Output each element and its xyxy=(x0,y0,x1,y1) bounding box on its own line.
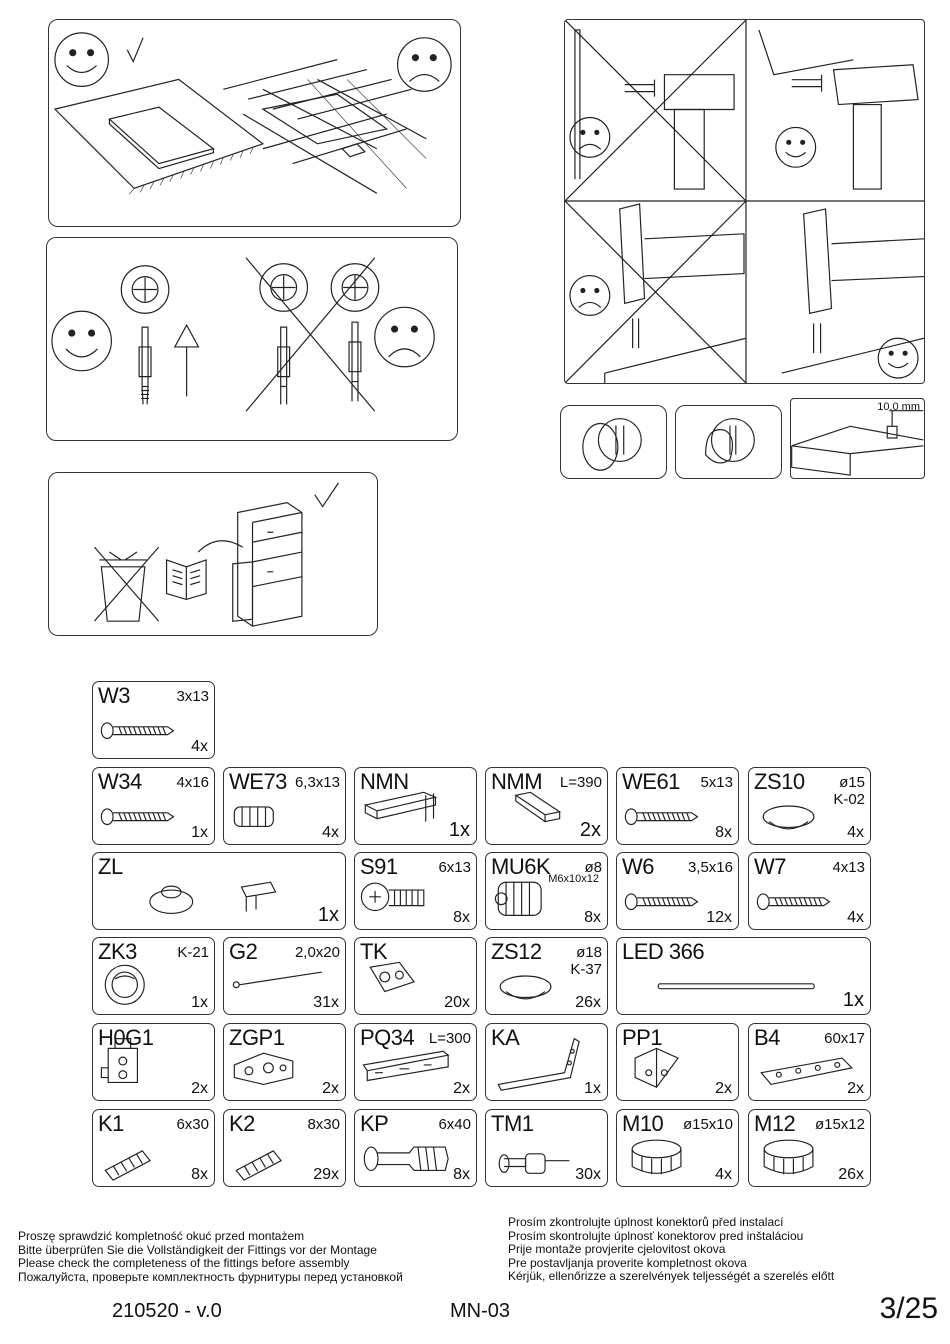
note-line: Prije montaže provjerite cjelovitost okova xyxy=(508,1242,726,1257)
fitting-k2 xyxy=(223,1109,346,1187)
fitting-b4 xyxy=(748,1023,871,1101)
zl-icon xyxy=(93,853,345,929)
fitting-zs10 xyxy=(748,767,871,845)
fitting-quantity: 2x xyxy=(847,1080,864,1097)
notes-right xyxy=(508,1216,834,1284)
note-line: Bitte überprüfen Sie die Vollständigkeit der Fittings vor der Montage xyxy=(18,1242,377,1257)
fitting-spec: 5x13 xyxy=(700,774,733,791)
fitting-code: G2 xyxy=(229,939,258,964)
cam-orientation-illustration xyxy=(47,238,457,440)
fitting-quantity: 30x xyxy=(575,1166,601,1183)
fitting-spec: 2,0x20 xyxy=(294,944,340,961)
panel-cam-orientation xyxy=(46,237,458,441)
fitting-quantity: 2x xyxy=(579,819,601,841)
footer-model: MN-03 xyxy=(450,1300,511,1322)
fitting-zk3 xyxy=(92,937,215,1015)
fitting-code: WE61 xyxy=(622,769,680,794)
fitting-code: KA xyxy=(491,1025,520,1050)
sad-face-icon xyxy=(570,117,610,157)
fitting-we61 xyxy=(616,767,739,845)
checkmark-icon xyxy=(127,38,143,62)
fitting-k1 xyxy=(92,1109,215,1187)
fitting-quantity: 8x xyxy=(191,1166,208,1183)
fitting-code: M12 xyxy=(754,1111,796,1136)
note-line: Please check the completeness of the fittings before assembly xyxy=(18,1256,350,1271)
fitting-spec: 6x40 xyxy=(438,1116,471,1133)
fitting-code: W3 xyxy=(98,683,130,708)
fitting-code: W7 xyxy=(754,854,786,879)
footer-version: 210520 - v.0 xyxy=(112,1300,222,1322)
fitting-s91 xyxy=(354,852,477,930)
fitting-quantity: 2x xyxy=(453,1080,470,1097)
fitting-quantity: 29x xyxy=(313,1166,339,1183)
fitting-code: KP xyxy=(360,1111,389,1136)
fitting-spec: 8x30 xyxy=(307,1116,340,1133)
checkmark-icon xyxy=(315,483,339,507)
fitting-code: W34 xyxy=(98,769,142,794)
manual-icon xyxy=(167,560,207,600)
fitting-code: WE73 xyxy=(229,769,287,794)
fitting-spec: 6x30 xyxy=(176,1116,209,1133)
fitting-quantity: 8x xyxy=(453,1166,470,1183)
fitting-code: S91 xyxy=(360,854,398,879)
note-line: Prosím skontrolujte úplnosť konektorov pred inštaláciou xyxy=(508,1228,804,1243)
fitting-quantity: 8x xyxy=(715,824,732,841)
fitting-code: NMM xyxy=(491,769,543,794)
fitting-spec: 60x17 xyxy=(824,1030,865,1047)
fitting-code: ZGP1 xyxy=(229,1025,285,1050)
fitting-code: K1 xyxy=(98,1111,124,1136)
fitting-zgp1 xyxy=(223,1023,346,1101)
fitting-quantity: 1x xyxy=(448,819,470,841)
panel-work-surface xyxy=(48,19,461,227)
fitting-quantity: 1x xyxy=(191,824,208,841)
fitting-mu6k xyxy=(485,852,608,930)
fitting-w6 xyxy=(616,852,739,930)
fitting-zl xyxy=(92,852,346,930)
fitting-led366 xyxy=(616,937,871,1015)
sad-face-icon xyxy=(375,307,434,366)
panel-cap-1 xyxy=(560,405,667,479)
fitting-w34 xyxy=(92,767,215,845)
fitting-quantity: 4x xyxy=(715,1166,732,1183)
fitting-quantity: 2x xyxy=(715,1080,732,1097)
fitting-code: ZL xyxy=(98,854,123,879)
fitting-spec: L=390 xyxy=(559,774,602,791)
fitting-quantity: 12x xyxy=(706,909,732,926)
fitting-pp1 xyxy=(616,1023,739,1101)
fitting-code: PP1 xyxy=(622,1025,663,1050)
fitting-spec: 3x13 xyxy=(176,688,209,705)
fitting-spec: 6,3x13 xyxy=(294,774,340,791)
note-line: Kérjük, ellenőrizze a szerelvények teljességét a szerelés előtt xyxy=(508,1269,835,1284)
fitting-ka xyxy=(485,1023,608,1101)
fitting-spec: K-21 xyxy=(177,944,209,961)
fitting-code: TM1 xyxy=(491,1111,534,1136)
fitting-quantity: 4x xyxy=(191,738,208,755)
fitting-quantity: 8x xyxy=(584,909,601,926)
fitting-m10 xyxy=(616,1109,739,1187)
fitting-code: NMN xyxy=(360,769,409,794)
fitting-g2 xyxy=(223,937,346,1015)
fitting-w3 xyxy=(92,681,215,759)
recycle-illustration xyxy=(49,473,377,635)
fitting-we73 xyxy=(223,767,346,845)
fitting-quantity: 1x xyxy=(584,1080,601,1097)
fitting-pq34 xyxy=(354,1023,477,1101)
happy-face-icon xyxy=(776,127,816,167)
fitting-h0g1 xyxy=(92,1023,215,1101)
fitting-quantity: 26x xyxy=(838,1166,864,1183)
fitting-spec: ø18 K-37 xyxy=(570,944,602,978)
fitting-code: ZS12 xyxy=(491,939,542,964)
page-number: 3/25 xyxy=(879,1292,938,1325)
note-line: Pre postavljanja proverite kompletnost okova xyxy=(508,1255,747,1270)
happy-face-icon xyxy=(55,33,108,86)
sad-face-icon xyxy=(398,38,451,91)
note-line: Prosím zkontrolujte úplnost konektorů před instalací xyxy=(508,1215,784,1229)
fitting-code: M10 xyxy=(622,1111,664,1136)
fitting-spec: ø15 K-02 xyxy=(833,774,865,808)
fitting-tk xyxy=(354,937,477,1015)
fitting-code: TK xyxy=(360,939,388,964)
fitting-code: PQ34 xyxy=(360,1025,415,1050)
note-line: Proszę sprawdzić kompletność okuć przed montażem xyxy=(18,1229,305,1243)
fitting-code: ZK3 xyxy=(98,939,137,964)
fitting-quantity: 4x xyxy=(847,909,864,926)
fitting-spec: ø15x10 xyxy=(682,1116,733,1133)
sad-face-icon xyxy=(570,276,610,316)
fitting-w7 xyxy=(748,852,871,930)
fitting-code: MU6K xyxy=(491,854,551,879)
fitting-subspec: M6x10x12 xyxy=(548,873,599,885)
fitting-spec: ø8 xyxy=(584,859,602,876)
panel-recycle xyxy=(48,472,378,636)
fitting-quantity: 20x xyxy=(444,994,470,1011)
panel-dowel-hammering xyxy=(564,19,925,384)
fitting-quantity: 8x xyxy=(453,909,470,926)
fitting-zs12 xyxy=(485,937,608,1015)
fitting-quantity: 1x xyxy=(317,904,339,926)
fitting-spec: L=300 xyxy=(428,1030,471,1047)
fitting-spec: 3,5x16 xyxy=(687,859,733,876)
dowel-depth-label: 10.0 mm xyxy=(877,401,920,413)
fitting-quantity: 1x xyxy=(842,989,864,1011)
fitting-code: K2 xyxy=(229,1111,255,1136)
fitting-quantity: 31x xyxy=(313,994,339,1011)
fitting-code: H0G1 xyxy=(98,1025,154,1050)
fitting-m12 xyxy=(748,1109,871,1187)
bin-icon xyxy=(101,567,144,621)
fitting-code: W6 xyxy=(622,854,654,879)
fitting-quantity: 2x xyxy=(322,1080,339,1097)
fitting-nmm xyxy=(485,767,608,845)
work-surface-illustration xyxy=(49,20,460,226)
fitting-code: B4 xyxy=(754,1025,780,1050)
fitting-kp xyxy=(354,1109,477,1187)
fitting-nmn xyxy=(354,767,477,845)
fitting-quantity: 1x xyxy=(191,994,208,1011)
notes-left xyxy=(18,1230,403,1284)
happy-face-icon xyxy=(52,311,111,370)
cap-illustration-2 xyxy=(676,406,781,478)
cap-illustration-1 xyxy=(561,406,666,478)
fitting-spec: 4x13 xyxy=(832,859,865,876)
fitting-quantity: 2x xyxy=(191,1080,208,1097)
fitting-quantity: 4x xyxy=(322,824,339,841)
fitting-spec: 6x13 xyxy=(438,859,471,876)
fitting-spec: 4x16 xyxy=(176,774,209,791)
dowel-hammering-illustration xyxy=(565,20,924,383)
fitting-tm1 xyxy=(485,1109,608,1187)
panel-dowel-depth xyxy=(790,398,925,479)
note-line: Пожалуйста, проверьте комплектность фурнитуры перед установкой xyxy=(18,1269,403,1284)
fitting-quantity: 4x xyxy=(847,824,864,841)
panel-cap-2 xyxy=(675,405,782,479)
fitting-code: ZS10 xyxy=(754,769,805,794)
fitting-spec: ø15x12 xyxy=(814,1116,865,1133)
fitting-quantity: 26x xyxy=(575,994,601,1011)
fitting-code: LED 366 xyxy=(622,939,705,964)
